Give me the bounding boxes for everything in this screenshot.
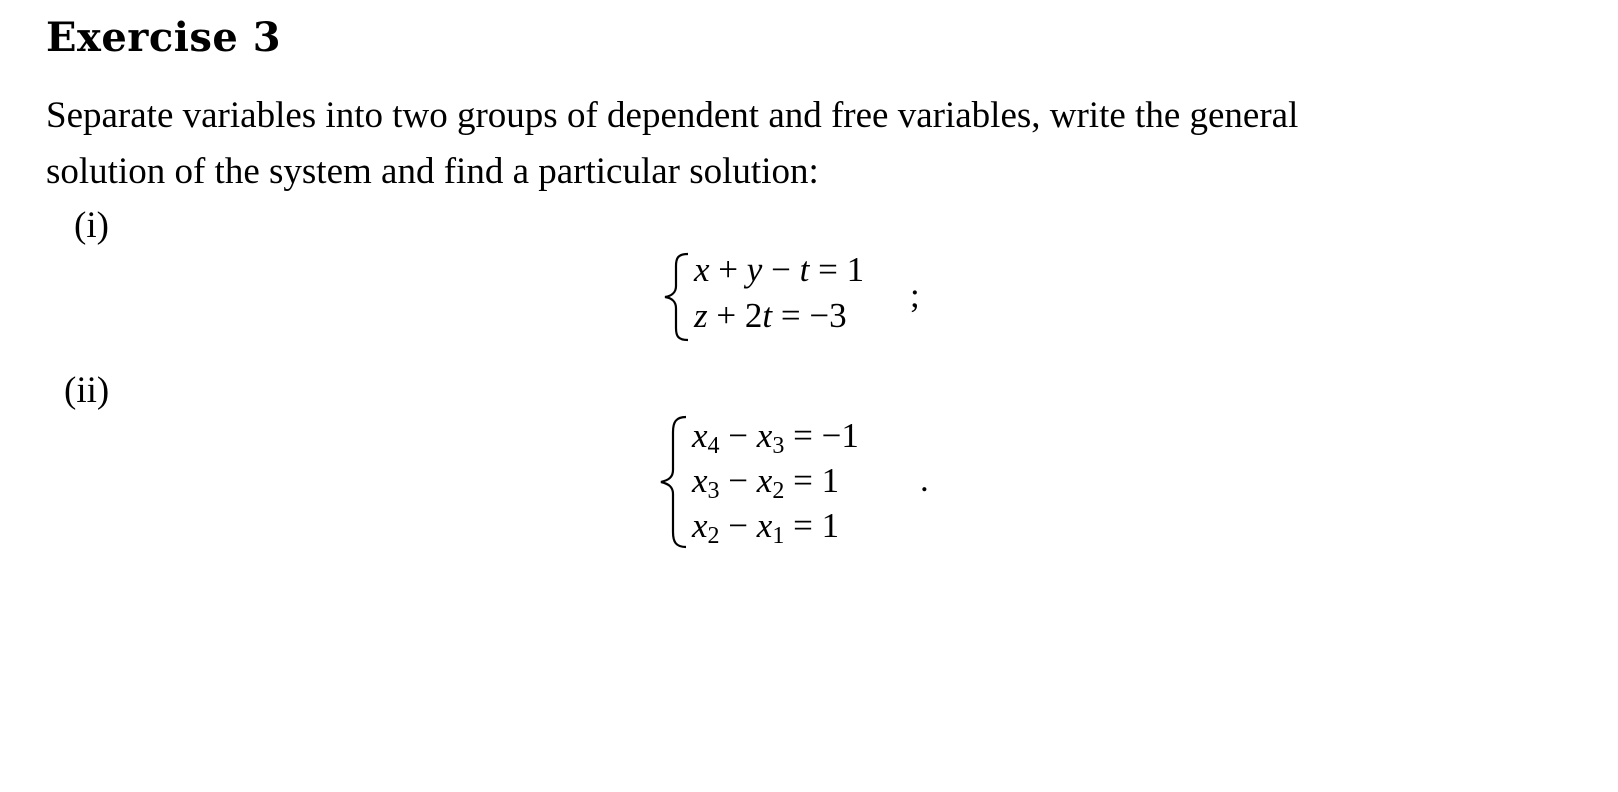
- left-brace-icon: [658, 414, 690, 550]
- exercise-title: Exercise 3: [46, 14, 282, 61]
- part-ii-terminator: .: [920, 460, 929, 499]
- equation-i-2: z + 2t = −3: [694, 296, 847, 335]
- part-ii-label: (ii): [64, 370, 110, 411]
- equation-ii-1: $x_4 - x_3 = -1$: [692, 416, 859, 459]
- exercise-instructions: [46, 88, 1298, 200]
- equation-ii-3: $x_2 - x_1 = 1$: [692, 506, 840, 549]
- part-i-label: (i): [74, 205, 109, 246]
- equation-ii-2: $x_3 - x_2 = 1$: [692, 461, 840, 504]
- instruction-line-2: solution of the system and find a particular solution:: [46, 151, 819, 192]
- part-i-terminator: ;: [910, 276, 920, 315]
- instruction-line-1: Separate variables into two groups of dependent and free variables, write the general: [46, 95, 1299, 136]
- equation-i-1: x + y − t = 1: [694, 250, 865, 289]
- part-i-system: [662, 252, 932, 342]
- left-brace-icon: [662, 252, 692, 342]
- part-ii-system: [658, 414, 938, 550]
